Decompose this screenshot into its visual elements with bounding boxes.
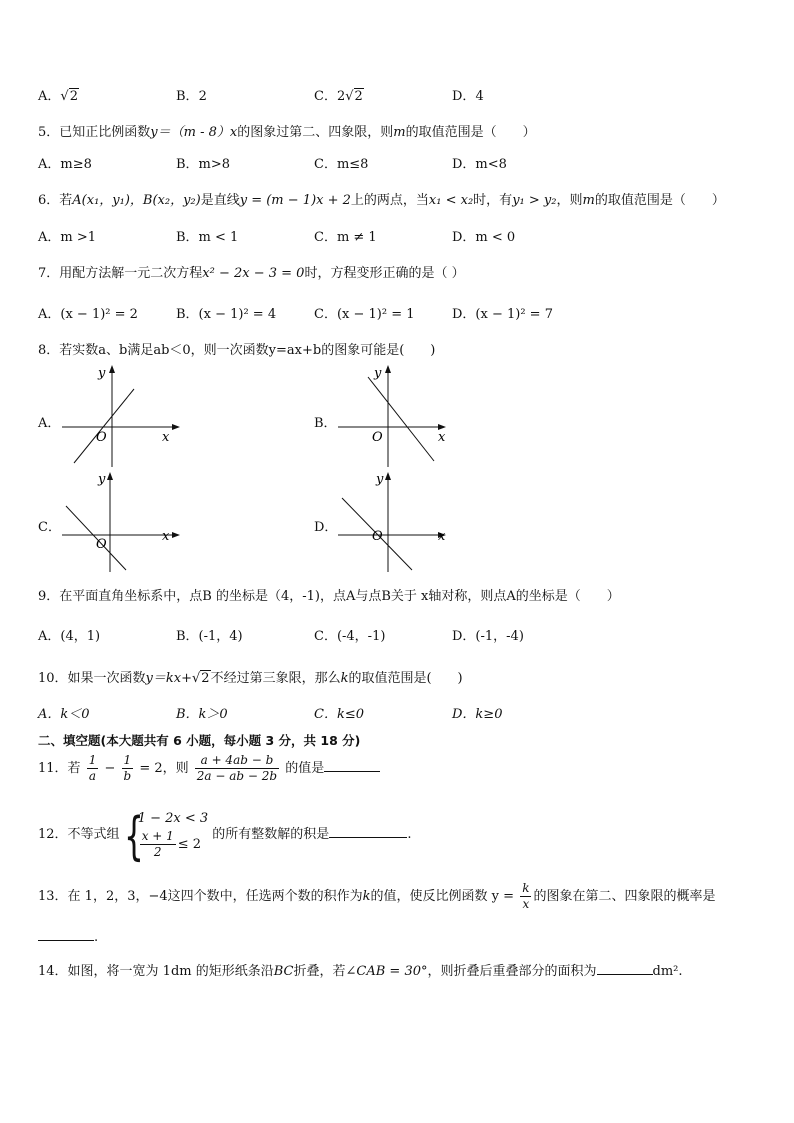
sqrt-symbol: √2 [60,89,78,104]
graph-d-y-arrow [385,472,391,480]
answer-blank[interactable] [329,825,407,838]
graph-c-x-label: x [162,529,170,544]
q7-option-d: D．(x − 1)² = 7 [452,307,553,322]
q6-option-b: B．m < 1 [176,230,239,245]
graph-d-origin-label: O [372,529,383,544]
graph-d-y-label: y [376,472,384,487]
graph-c-origin-label: O [96,537,107,552]
q10-option-c: C．k≤0 [314,707,364,722]
q12-stem: 12．不等式组 { 1 − 2x < 3 $\frac{x + 1}{2}$ ≤ 2 的所有整数解的积是 . [38,807,412,867]
graph-a-y-arrow [109,365,115,373]
q11-fraction-2: $\frac{1}{b}$ [123,753,132,783]
q11-fraction-1: $\frac{1}{a}$ [88,753,97,783]
graph-c-y-label: y [98,472,106,487]
graph-d [336,468,476,573]
graph-b-line [368,377,434,461]
q9-stem: 9．在平面直角坐标系中，点B 的坐标是（4，-1)，点A与点B关于 x轴对称，则点A的坐标是（ ） [38,589,620,604]
graph-c-y-arrow [107,472,113,480]
q5-option-d: D．m<8 [452,157,507,172]
q10-option-d: D．k≥0 [452,707,503,722]
graph-a-letter: A． [38,416,61,431]
graph-a-y-label: y [98,366,106,381]
graph-b-letter: B． [314,416,337,431]
q5-stem: 5．已知正比例函数y＝（m - 8）x的图象过第二、四象限，则m的取值范围是（ ） [38,125,536,140]
answer-blank[interactable] [324,759,380,772]
graph-b-y-label: y [374,366,382,381]
q4-option-d: D．4 [452,89,484,104]
q5-option-b: B．m>8 [176,157,231,172]
graph-a-x-arrow [172,424,180,430]
q10-option-a: A．k＜0 [38,707,90,722]
graph-c-x-arrow [172,532,180,538]
q6-option-d: D．m < 0 [452,230,516,245]
q14-stem: 14．如图，将一宽为 1dm 的矩形纸条沿BC折叠，若∠CAB = 30°，则折叠后重叠部分的面积为 dm². [38,964,683,979]
q9-option-c: C．(-4，-1) [314,629,386,644]
q4-option-a: A．√2 [38,89,78,104]
q12-system: { 1 − 2x < 3 $\frac{x + 1}{2}$ ≤ 2 [123,807,209,867]
q7-option-c: C．(x − 1)² = 1 [314,307,415,322]
q6-option-a: A．m >1 [38,230,97,245]
answer-blank[interactable] [38,928,94,941]
q9-option-d: D．(-1，-4) [452,629,524,644]
q11-fraction-3: $\frac{a + 4ab - b}{2a - ab - 2b}$ [196,753,278,783]
sqrt-symbol: √2 [345,89,363,104]
q8-stem: 8．若实数a、b满足ab＜0，则一次函数y=ax+b的图象可能是( ) [38,343,436,358]
graph-b [336,363,476,468]
graph-d-x-label: x [438,529,446,544]
sqrt-symbol: √2 [192,671,210,686]
graph-c-letter: C． [38,520,61,535]
q5-option-c: C．m≤8 [314,157,369,172]
q7-option-a: A．(x − 1)² = 2 [38,307,138,322]
graph-a-origin-label: O [96,430,107,445]
section-heading: 二、填空题(本大题共有 6 小题，每小题 3 分，共 18 分) [38,733,361,748]
q12-fraction: $\frac{x + 1}{2}$ [141,829,174,859]
answer-blank[interactable] [597,962,653,975]
graph-b-y-arrow [385,365,391,373]
q5-option-a: A．m≥8 [38,157,92,172]
q6-option-c: C．m ≠ 1 [314,230,377,245]
q13-answer-line: . [38,928,98,947]
graph-b-origin-label: O [372,430,383,445]
left-brace-icon: { [123,807,144,867]
graph-a-x-label: x [162,430,170,445]
q10-option-b: B．k＞0 [176,707,228,722]
graph-a [60,363,190,468]
graph-c [60,468,190,573]
q11-stem: 11．若 $\frac{1}{a}$ − $\frac{1}{b}$ = 2，则 $\frac{a + 4ab - b}{2a - ab - 2b}$ 的值是 [38,752,380,786]
q4-option-c: C．2√2 [314,89,363,104]
q10-stem: 10．如果一次函数y＝kx+√2不经过第三象限，那么k的取值范围是( ) [38,671,463,686]
q7-option-b: B．(x − 1)² = 4 [176,307,277,322]
q9-option-a: A．(4，1) [38,629,101,644]
q7-stem: 7．用配方法解一元二次方程x² − 2x − 3 = 0时，方程变形正确的是（ ） [38,266,465,281]
q4-option-b: B．2 [176,89,207,104]
q13-fraction: $\frac{k}{x}$ [522,881,530,911]
graph-b-x-label: x [438,430,446,445]
q13-stem: 13．在 1，2，3，−4这四个数中，任选两个数的积作为k的值，使反比例函数 y = $\frac{k}{x}$ 的图象在第二、四象限的概率是 [38,881,716,911]
q6-stem: 6．若A(x₁，y₁)，B(x₂，y₂)是直线y = (m − 1)x + 2上的两点，当x₁ < x₂时，有y₁ > y₂，则m的取值范围是（ ） [38,193,725,208]
graph-d-letter: D． [314,520,338,535]
q9-option-b: B．(-1，4) [176,629,243,644]
graph-a-line [74,389,134,463]
